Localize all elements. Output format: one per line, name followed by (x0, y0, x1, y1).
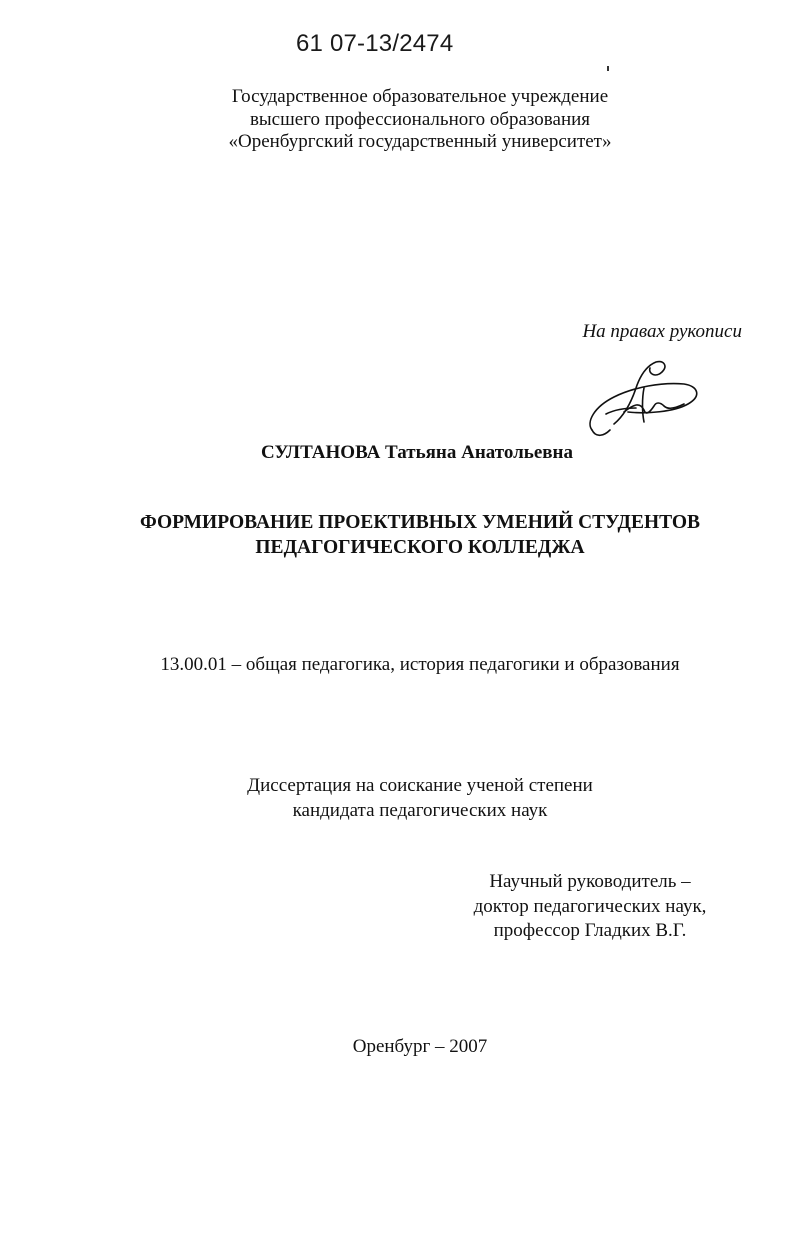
institution-block (120, 86, 720, 154)
title-line-1: ФОРМИРОВАНИЕ ПРОЕКТИВНЫХ УМЕНИЙ СТУДЕНТОВ (139, 512, 701, 533)
institution-line-3: «Оренбургский государственный университет» (228, 131, 612, 152)
manuscript-note: На правах рукописи (582, 321, 742, 342)
institution-line-1: Государственное образовательное учреждение (231, 86, 609, 107)
supervisor-line-3: профессор Гладких В.Г. (493, 920, 687, 941)
degree-statement (120, 774, 720, 823)
dissertation-title (120, 510, 720, 560)
archive-number: 61 07-13/2474 (296, 30, 454, 57)
title-line-2: ПЕДАГОГИЧЕСКОГО КОЛЛЕДЖА (255, 537, 585, 558)
degree-line-2: кандидата педагогических наук (292, 799, 548, 821)
specialty-code: 13.00.01 – общая педагогика, история педагогики и образования (160, 654, 680, 675)
degree-line-1: Диссертация на соискание ученой степени (247, 775, 593, 796)
institution-line-2: высшего профессионального образования (249, 108, 591, 130)
scan-speck (607, 66, 609, 71)
supervisor-line-2: доктор педагогических наук, (473, 895, 707, 917)
supervisor-line-1: Научный руководитель – (489, 871, 691, 892)
author-name: СУЛТАНОВА Татьяна Анатольевна (261, 442, 573, 463)
supervisor-block (430, 870, 750, 944)
city-year: Оренбург – 2007 (352, 1036, 488, 1057)
handwritten-signature (584, 352, 704, 442)
